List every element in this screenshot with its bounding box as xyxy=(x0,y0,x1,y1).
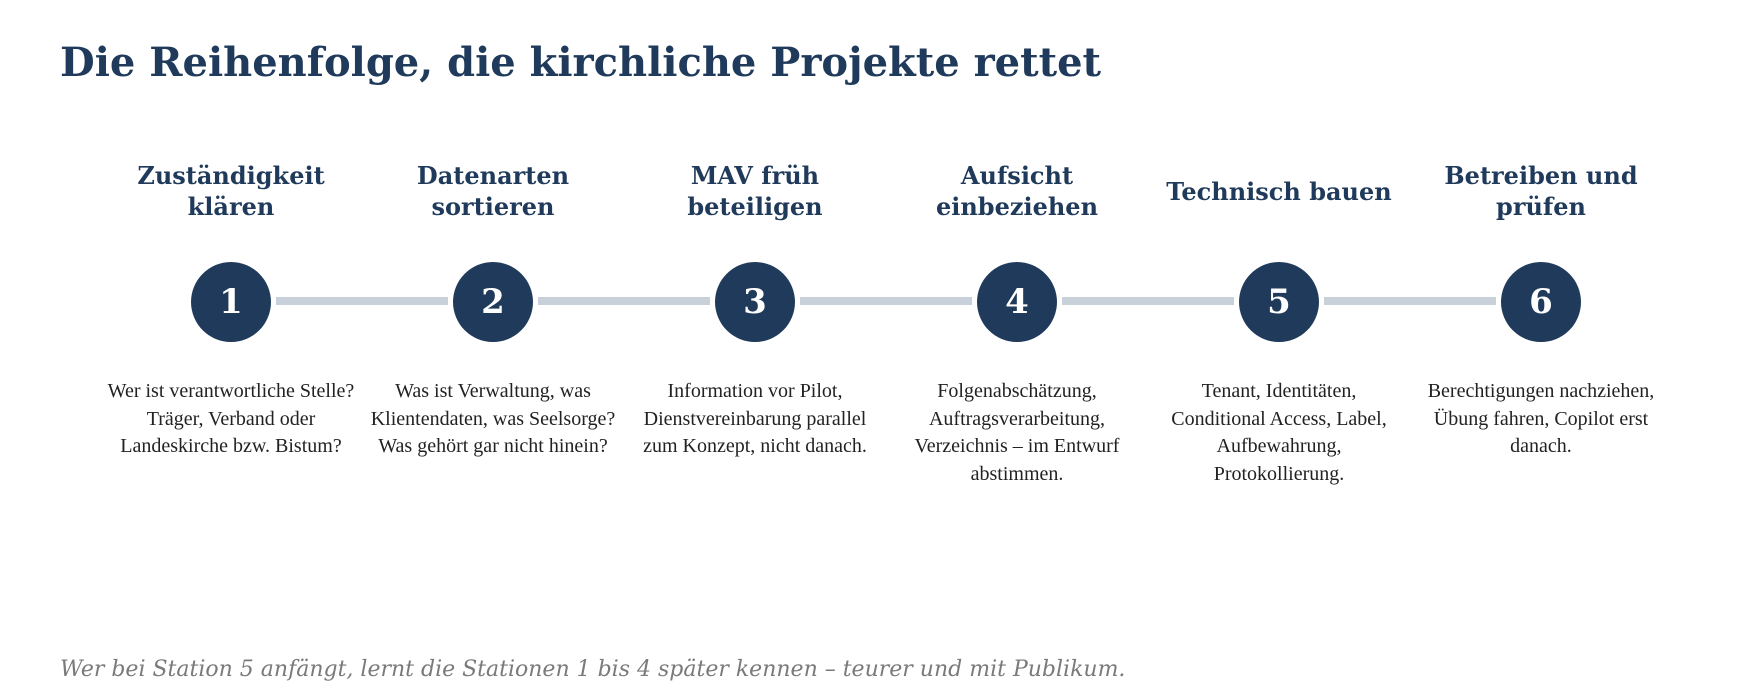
step-number-badge: 4 xyxy=(977,262,1057,342)
step-number-badge: 1 xyxy=(191,262,271,342)
step-title: Betreiben und prüfen xyxy=(1444,161,1638,221)
page-title: Die Reihenfolge, die kirchliche Projekte rettet xyxy=(60,39,1101,86)
step-number-badge: 6 xyxy=(1501,262,1581,342)
process-step-4 xyxy=(892,0,1142,700)
process-step-2 xyxy=(368,0,618,700)
step-number-badge: 5 xyxy=(1239,262,1319,342)
step-title: MAV früh beteiligen xyxy=(687,161,823,221)
step-description: Berechtigungen nachziehen, Übung fahren, Copilot erst danach. xyxy=(1427,380,1655,457)
process-step-1 xyxy=(106,0,356,700)
step-description: Was ist Verwaltung, was Klientendaten, was Seelsorge? Was gehört gar nicht hinein? xyxy=(370,380,616,457)
process-step-6 xyxy=(1416,0,1666,700)
footnote: Wer bei Station 5 anfängt, lernt die Stationen 1 bis 4 später kennen – teurer und mit Publikum. xyxy=(60,657,1126,682)
step-number-badge: 3 xyxy=(715,262,795,342)
step-number-badge: 2 xyxy=(453,262,533,342)
step-title: Technisch bauen xyxy=(1166,176,1392,206)
step-title: Zuständigkeit klären xyxy=(137,161,325,221)
step-title: Aufsicht einbeziehen xyxy=(935,161,1099,221)
step-description: Folgenabschätzung, Auftragsverarbeitung, Verzeichnis – im Entwurf abstimmen. xyxy=(914,380,1120,485)
process-step-5 xyxy=(1154,0,1404,700)
process-step-3 xyxy=(630,0,880,700)
step-title: Datenarten sortieren xyxy=(416,161,570,221)
step-description: Tenant, Identitäten, Conditional Access, Label, Aufbewahrung, Protokollierung. xyxy=(1171,380,1387,485)
step-description: Wer ist verantwortliche Stelle? Träger, Verband oder Landeskirche bzw. Bistum? xyxy=(107,380,355,457)
step-description: Information vor Pilot, Dienstvereinbarung parallel zum Konzept, nicht danach. xyxy=(643,380,867,457)
